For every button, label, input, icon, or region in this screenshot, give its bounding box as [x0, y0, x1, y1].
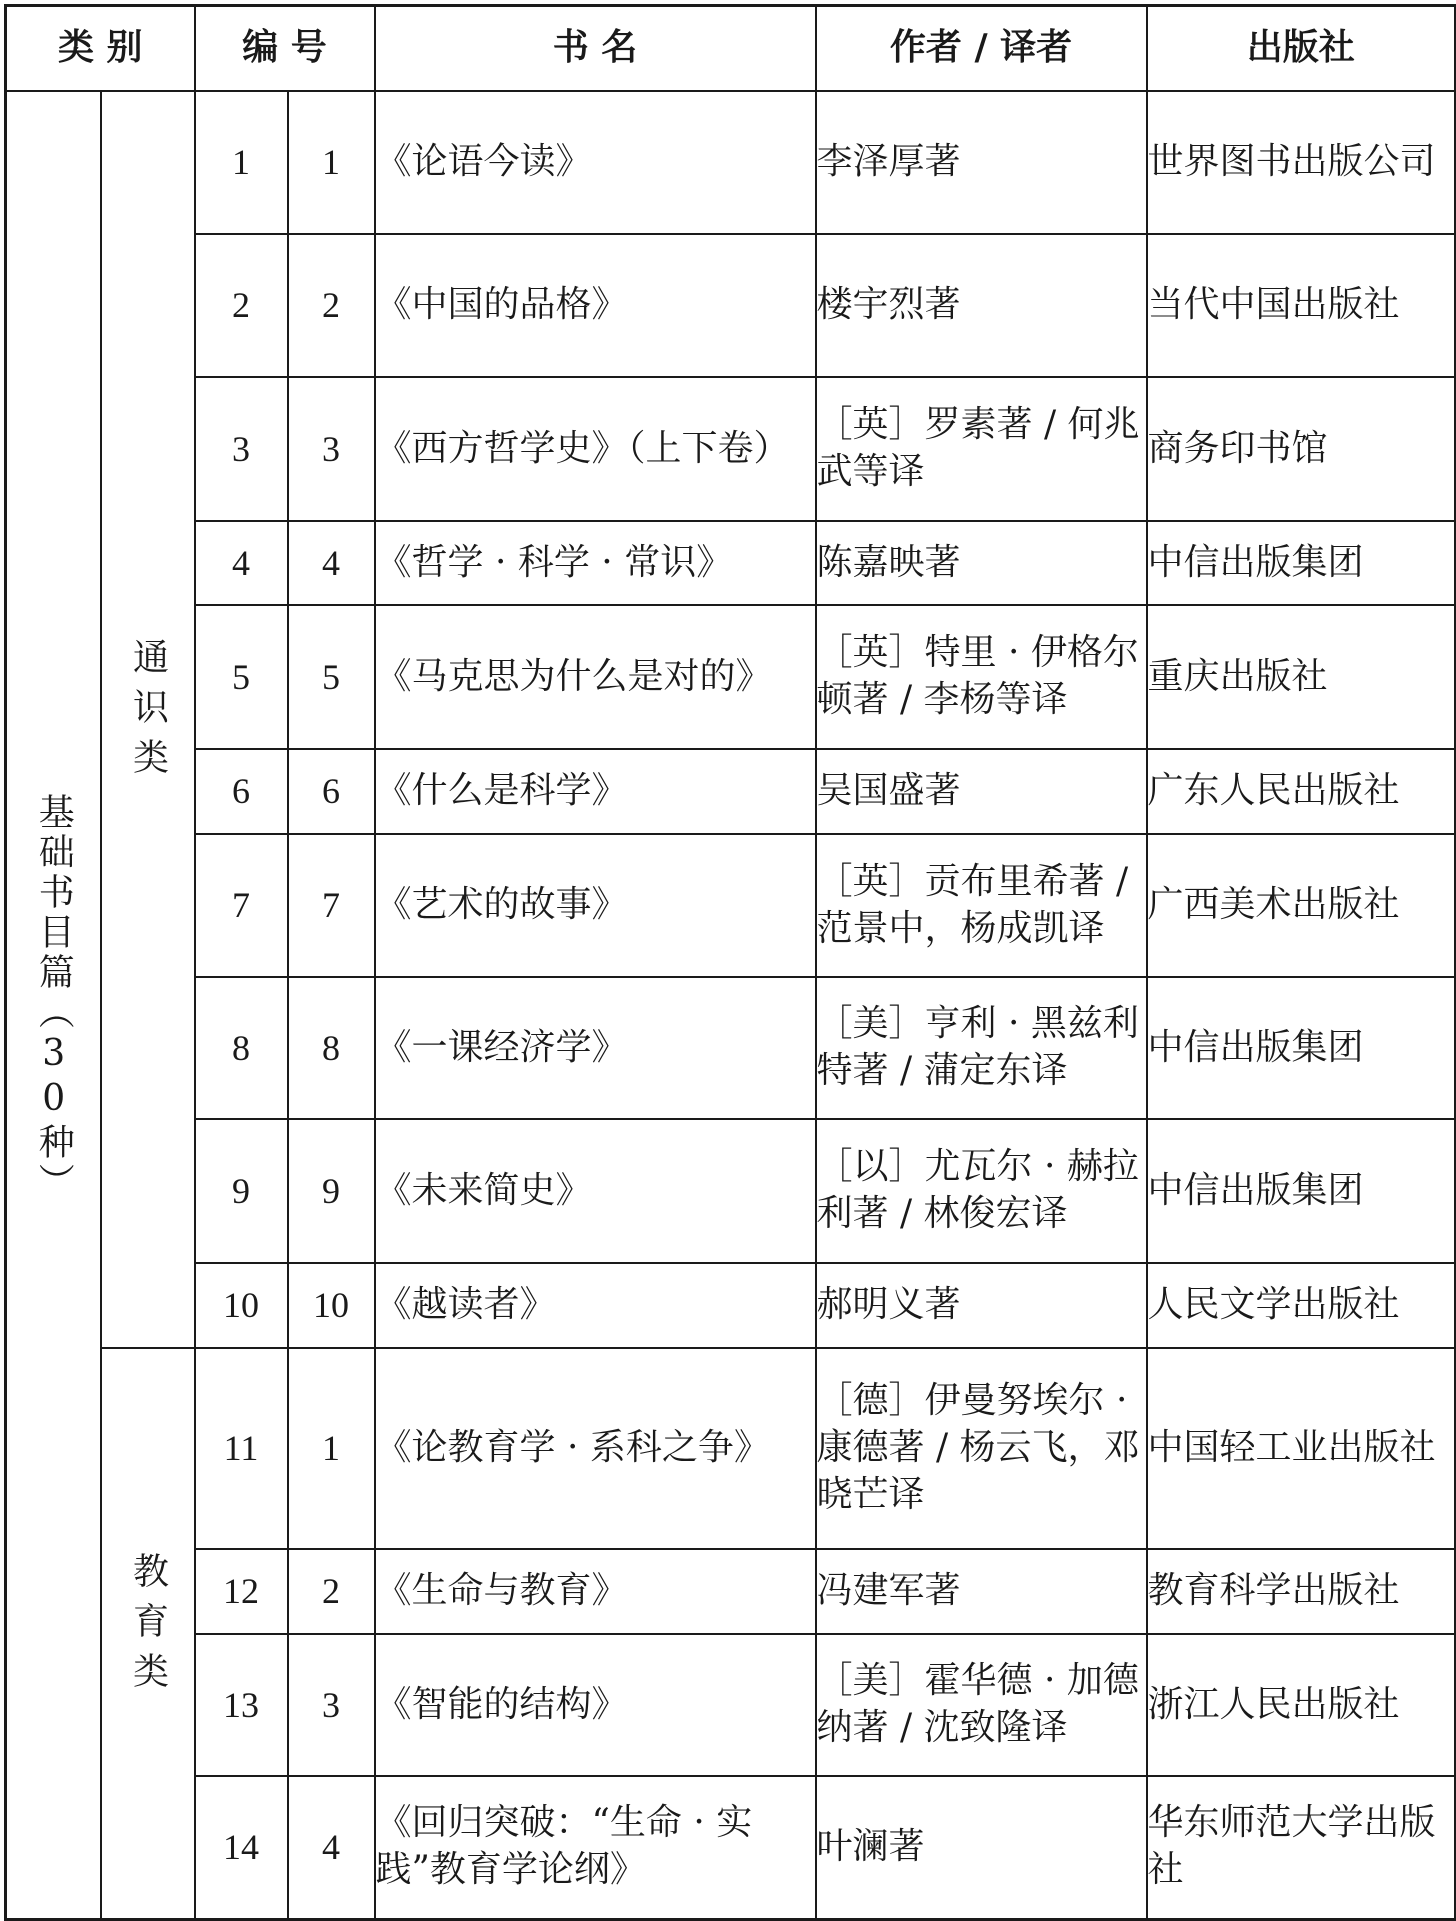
book-author: ［美］亨利 · 黑兹利特著 / 蒲定东译	[816, 977, 1147, 1119]
header-number: 编 号	[195, 6, 375, 92]
book-author: ［英］特里 · 伊格尔顿著 / 李杨等译	[816, 605, 1147, 749]
table-row	[6, 1119, 1456, 1263]
group-number: 3	[288, 1634, 375, 1776]
group-cell-general	[101, 91, 195, 1348]
book-title: 《一课经济学》	[375, 977, 816, 1119]
book-author: ［英］罗素著 / 何兆武等译	[816, 377, 1147, 521]
book-title: 《未来简史》	[375, 1119, 816, 1263]
book-title: 《马克思为什么是对的》	[375, 605, 816, 749]
group-number: 3	[288, 377, 375, 521]
book-publisher: 中信出版集团	[1147, 521, 1456, 605]
book-publisher: 广东人民出版社	[1147, 749, 1456, 834]
total-number: 10	[195, 1263, 288, 1348]
book-title: 《什么是科学》	[375, 749, 816, 834]
book-title: 《论语今读》	[375, 91, 816, 234]
table-row	[6, 749, 1456, 834]
book-title: 《回归突破：“生命 · 实践”教育学论纲》	[375, 1776, 816, 1919]
book-publisher: 教育科学出版社	[1147, 1549, 1456, 1634]
book-publisher: 浙江人民出版社	[1147, 1634, 1456, 1776]
group-number: 9	[288, 1119, 375, 1263]
table-row	[6, 377, 1456, 521]
header-row	[6, 6, 1456, 92]
book-title: 《中国的品格》	[375, 234, 816, 377]
group-cell-education	[101, 1348, 195, 1919]
book-publisher: 广西美术出版社	[1147, 834, 1456, 977]
group-number: 1	[288, 91, 375, 234]
group-number: 4	[288, 521, 375, 605]
book-publisher: 世界图书出版公司	[1147, 91, 1456, 234]
table-row	[6, 834, 1456, 977]
group-number: 4	[288, 1776, 375, 1919]
book-author: 楼宇烈著	[816, 234, 1147, 377]
group-number: 6	[288, 749, 375, 834]
total-number: 1	[195, 91, 288, 234]
group-number: 5	[288, 605, 375, 749]
book-publisher: 人民文学出版社	[1147, 1263, 1456, 1348]
total-number: 2	[195, 234, 288, 377]
book-title: 《越读者》	[375, 1263, 816, 1348]
total-number: 9	[195, 1119, 288, 1263]
table-row	[6, 521, 1456, 605]
book-publisher: 中信出版集团	[1147, 1119, 1456, 1263]
book-title: 《哲学 · 科学 · 常识》	[375, 521, 816, 605]
book-title: 《生命与教育》	[375, 1549, 816, 1634]
book-author: ［德］伊曼努埃尔 · 康德著 / 杨云飞，邓晓芒译	[816, 1348, 1147, 1549]
table-row	[6, 234, 1456, 377]
total-number: 14	[195, 1776, 288, 1919]
section-label: 基础书目篇（30种）	[33, 793, 75, 1204]
group-number: 7	[288, 834, 375, 977]
header-title: 书 名	[375, 6, 816, 92]
group-number: 1	[288, 1348, 375, 1549]
total-number: 5	[195, 605, 288, 749]
total-number: 13	[195, 1634, 288, 1776]
total-number: 11	[195, 1348, 288, 1549]
total-number: 4	[195, 521, 288, 605]
table-row	[6, 1634, 1456, 1776]
total-number: 6	[195, 749, 288, 834]
table-row	[6, 1549, 1456, 1634]
table-row	[6, 977, 1456, 1119]
group-label: 教育类	[127, 1551, 169, 1702]
table-row	[6, 1776, 1456, 1919]
group-number: 10	[288, 1263, 375, 1348]
header-category: 类 别	[6, 6, 195, 92]
book-author: 陈嘉映著	[816, 521, 1147, 605]
group-number: 2	[288, 234, 375, 377]
table-row	[6, 91, 1456, 234]
group-number: 2	[288, 1549, 375, 1634]
table-row	[6, 605, 1456, 749]
book-publisher: 华东师范大学出版社	[1147, 1776, 1456, 1919]
book-author: 郝明义著	[816, 1263, 1147, 1348]
book-list-table	[4, 4, 1456, 1921]
total-number: 12	[195, 1549, 288, 1634]
book-title: 《西方哲学史》（上下卷）	[375, 377, 816, 521]
group-label: 通识类	[127, 638, 169, 789]
total-number: 8	[195, 977, 288, 1119]
section-cell	[6, 91, 101, 1919]
total-number: 3	[195, 377, 288, 521]
book-author: 叶澜著	[816, 1776, 1147, 1919]
book-author: 李泽厚著	[816, 91, 1147, 234]
book-title: 《论教育学 · 系科之争》	[375, 1348, 816, 1549]
book-author: ［英］贡布里希著 / 范景中，杨成凯译	[816, 834, 1147, 977]
book-publisher: 商务印书馆	[1147, 377, 1456, 521]
group-number: 8	[288, 977, 375, 1119]
book-publisher: 重庆出版社	[1147, 605, 1456, 749]
header-author: 作者 / 译者	[816, 6, 1147, 92]
table-row	[6, 1263, 1456, 1348]
header-publisher: 出版社	[1147, 6, 1456, 92]
book-author: 冯建军著	[816, 1549, 1147, 1634]
total-number: 7	[195, 834, 288, 977]
book-title: 《智能的结构》	[375, 1634, 816, 1776]
book-author: ［美］霍华德 · 加德纳著 / 沈致隆译	[816, 1634, 1147, 1776]
book-author: 吴国盛著	[816, 749, 1147, 834]
book-publisher: 当代中国出版社	[1147, 234, 1456, 377]
book-title: 《艺术的故事》	[375, 834, 816, 977]
book-publisher: 中信出版集团	[1147, 977, 1456, 1119]
book-publisher: 中国轻工业出版社	[1147, 1348, 1456, 1549]
table-row	[6, 1348, 1456, 1549]
book-author: ［以］尤瓦尔 · 赫拉利著 / 林俊宏译	[816, 1119, 1147, 1263]
